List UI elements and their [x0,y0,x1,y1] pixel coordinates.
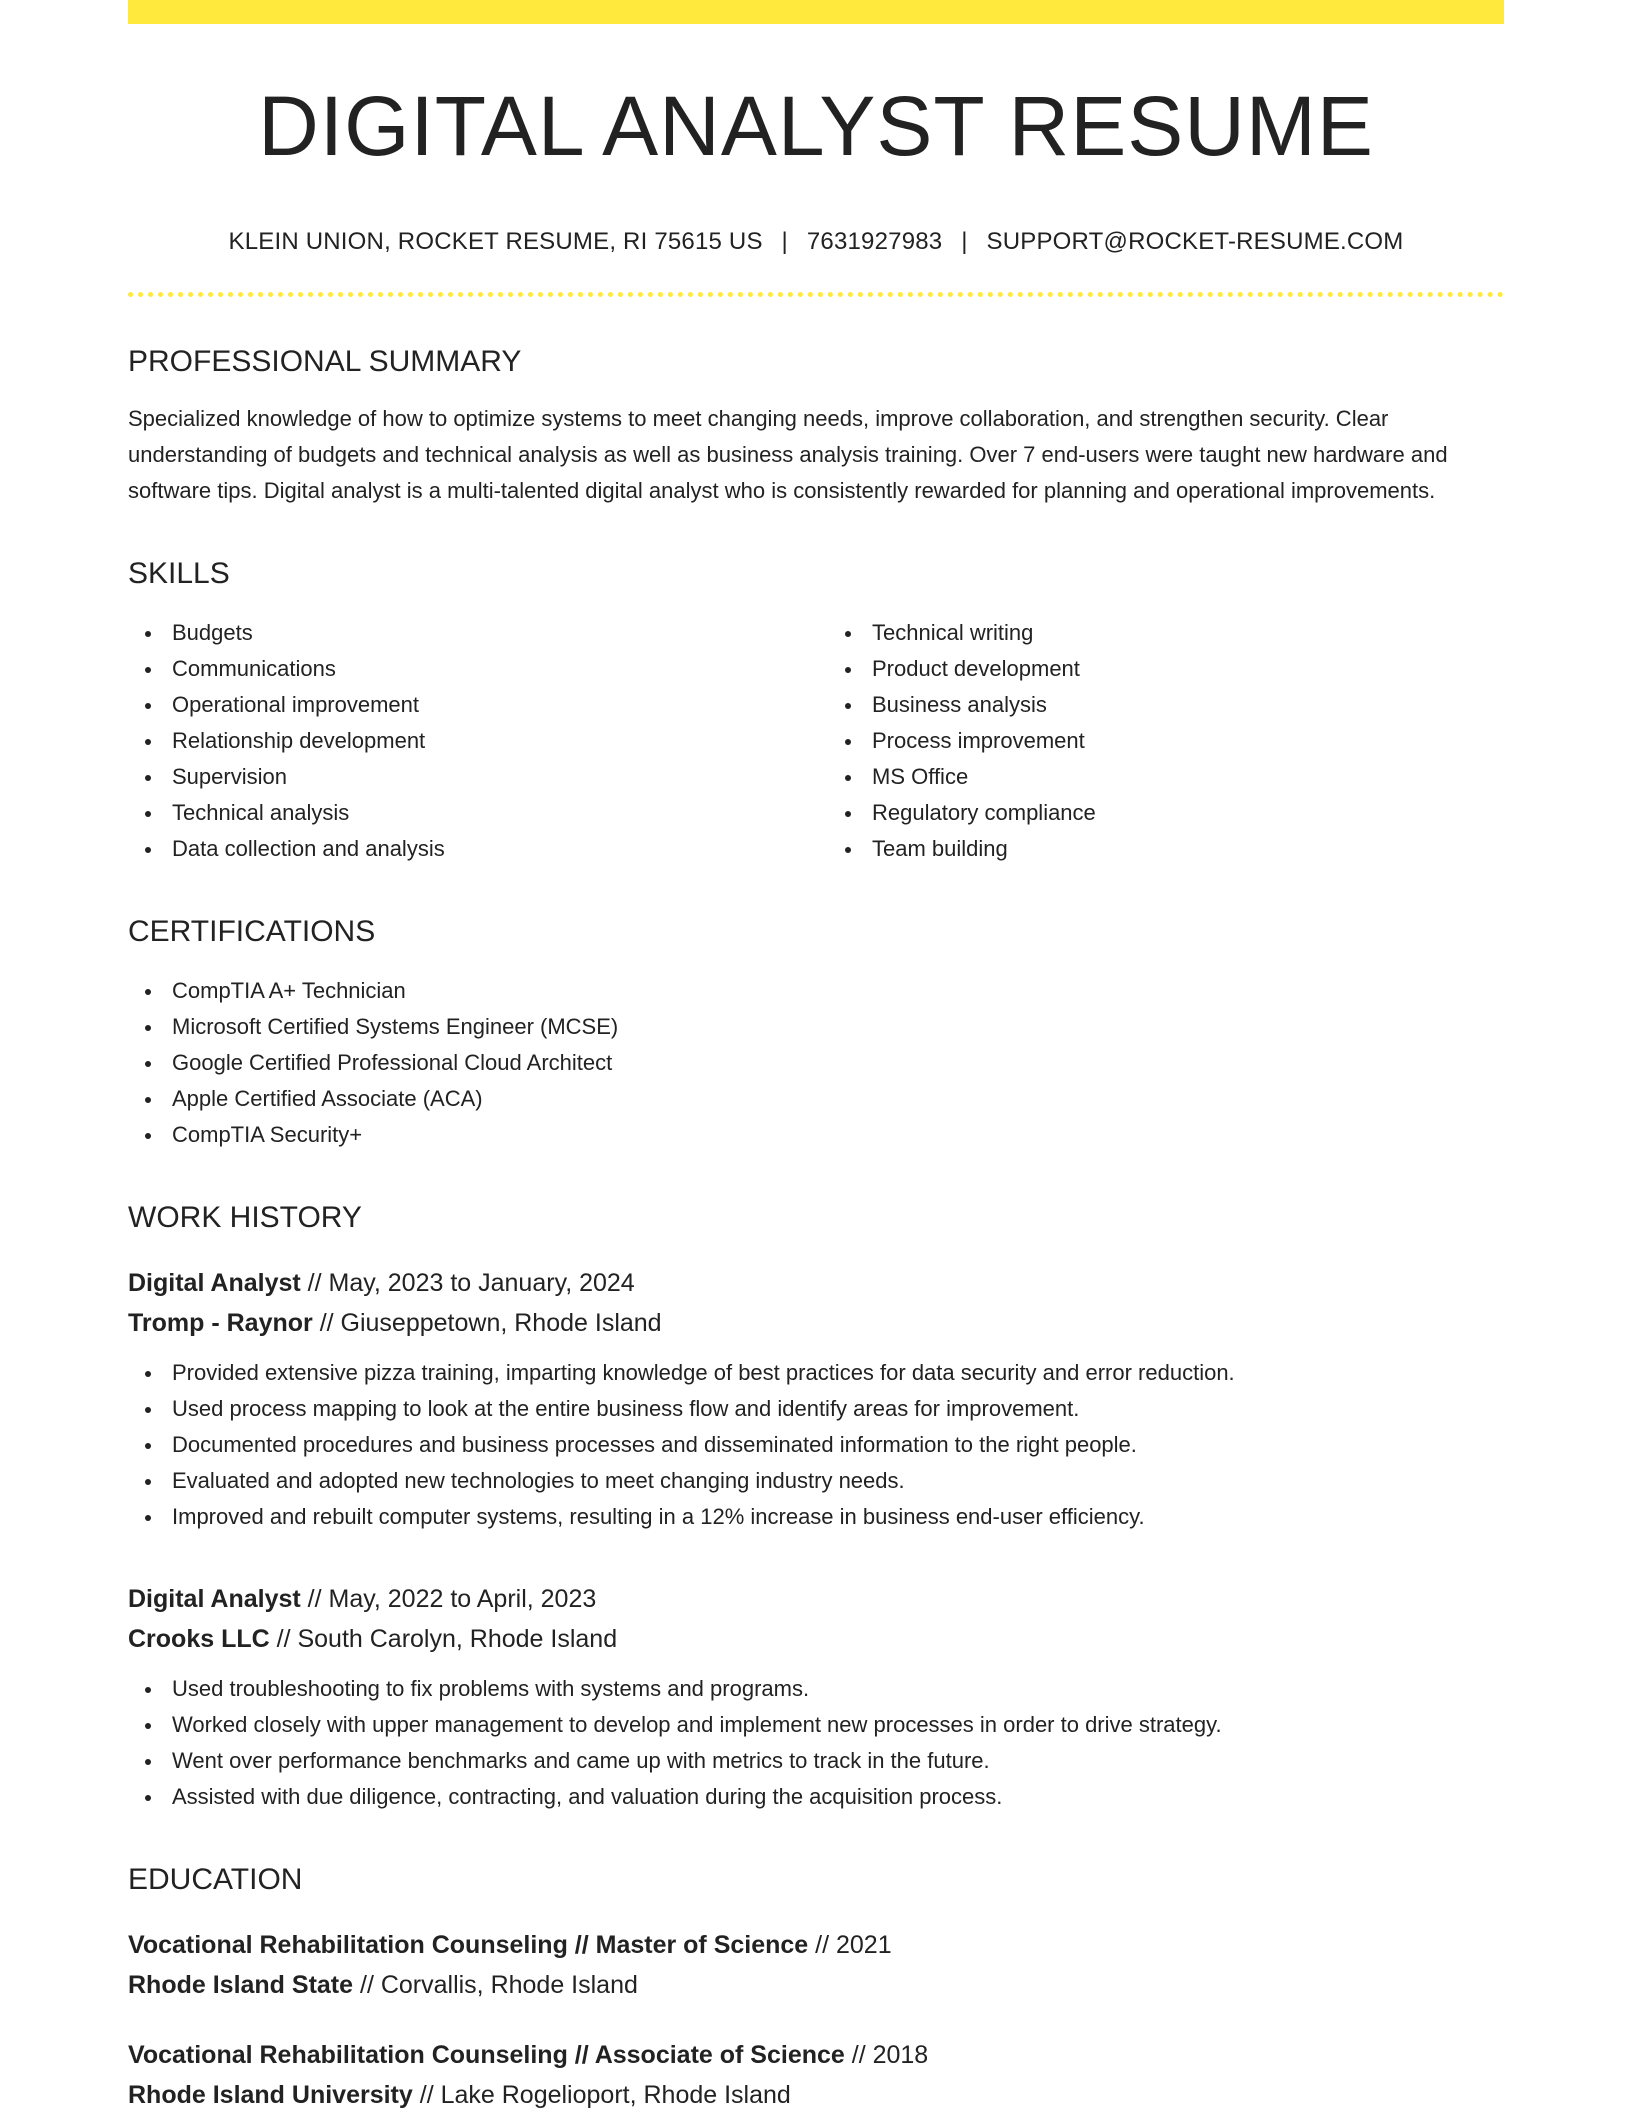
job-bullet: Assisted with due diligence, contracting, and valuation during the acquisition process. [128,1779,1504,1815]
education-year: // 2018 [844,2041,929,2069]
education-entry [128,1925,1504,2005]
certification-item: CompTIA Security+ [128,1117,1504,1153]
skill-item: Budgets [128,615,816,651]
education-degree-line [128,2035,1504,2075]
summary-text: Specialized knowledge of how to optimize systems to meet changing needs, improve collaboration, and strengthen security. Clear understanding of budgets and technical analysis as well as business analysis training. Over 7 end-users were taught new hardware and software tips. Digital analyst is a multi-talented digital analyst who is consistently rewarded for planning and operational improvements. [128,406,1448,503]
certification-item: Microsoft Certified Systems Engineer (MCSE) [128,1009,1504,1045]
skill-item: Communications [128,651,816,687]
job-company: Crooks LLC [128,1625,270,1653]
skills-grid [128,615,1504,867]
skill-item: Operational improvement [128,687,816,723]
accent-top-bar [128,0,1504,24]
skill-item: Team building [828,831,1504,867]
job-location: // Giuseppetown, Rhode Island [312,1309,662,1337]
contact-separator: | [961,228,968,255]
job-location: // South Carolyn, Rhode Island [269,1625,618,1653]
skill-item: Process improvement [828,723,1504,759]
education-degree: Vocational Rehabilitation Counseling // Associate of Science [128,2041,845,2069]
contact-phone: 7631927983 [806,228,943,255]
education-school-line [128,1965,1504,2005]
contact-separator: | [781,228,788,255]
skill-item: Relationship development [128,723,816,759]
skill-item: Business analysis [828,687,1504,723]
education-heading: EDUCATION [128,1863,303,1896]
skills-heading: SKILLS [128,557,230,590]
job-bullet: Used process mapping to look at the entire business flow and identify areas for improvement. [128,1391,1504,1427]
job-bullets [128,1355,1504,1535]
job-bullet: Documented procedures and business processes and disseminated information to the right people. [128,1427,1504,1463]
education-school: Rhode Island State [128,1971,354,1999]
job-company-line [128,1619,1504,1659]
dotted-divider [128,292,1504,297]
job-role: Digital Analyst [128,1585,301,1613]
skill-item: MS Office [828,759,1504,795]
job-role: Digital Analyst [128,1269,301,1297]
skill-item: Technical analysis [128,795,816,831]
contact-address: KLEIN UNION, ROCKET RESUME, RI 75615 US [228,228,763,255]
skill-item: Product development [828,651,1504,687]
job-bullet: Improved and rebuilt computer systems, resulting in a 12% increase in business end-user efficiency. [128,1499,1504,1535]
education-location: // Corvallis, Rhode Island [353,1971,638,1999]
skills-list-right [816,615,1504,867]
job-bullets [128,1671,1504,1815]
skill-item: Regulatory compliance [828,795,1504,831]
skills-list-left [128,615,816,867]
job-bullet: Used troubleshooting to fix problems with systems and programs. [128,1671,1504,1707]
certification-item: Apple Certified Associate (ACA) [128,1081,1504,1117]
education-school-line [128,2075,1504,2112]
job-company-line [128,1303,1504,1343]
certifications-heading: CERTIFICATIONS [128,915,376,948]
job-dates: // May, 2023 to January, 2024 [300,1269,635,1297]
summary-heading: PROFESSIONAL SUMMARY [128,345,522,378]
skill-item: Supervision [128,759,816,795]
resume-title: DIGITAL ANALYST RESUME [258,79,1374,173]
education-degree: Vocational Rehabilitation Counseling // Master of Science [128,1931,809,1959]
education-year: // 2021 [808,1931,892,1959]
job-bullet: Provided extensive pizza training, imparting knowledge of best practices for data security and error reduction. [128,1355,1504,1391]
job-bullet: Went over performance benchmarks and came up with metrics to track in the future. [128,1743,1504,1779]
skill-item: Technical writing [828,615,1504,651]
work-history-heading: WORK HISTORY [128,1201,362,1234]
education-degree-line [128,1925,1504,1965]
education-entry [128,2035,1504,2112]
contact-email: SUPPORT@ROCKET-RESUME.COM [986,228,1404,255]
education-school: Rhode Island University [128,2081,413,2109]
job-title-line [128,1579,1504,1619]
certification-item: CompTIA A+ Technician [128,973,1504,1009]
contact-line [128,228,1504,256]
job-entry [128,1579,1504,1815]
job-title-line [128,1263,1504,1303]
job-company: Tromp - Raynor [128,1309,313,1337]
education-location: // Lake Rogelioport, Rhode Island [412,2081,791,2109]
certifications-list [128,973,1504,1153]
certification-item: Google Certified Professional Cloud Architect [128,1045,1504,1081]
job-entry [128,1263,1504,1535]
job-bullet: Worked closely with upper management to develop and implement new processes in order to drive strategy. [128,1707,1504,1743]
skill-item: Data collection and analysis [128,831,816,867]
job-dates: // May, 2022 to April, 2023 [300,1585,597,1613]
job-bullet: Evaluated and adopted new technologies to meet changing industry needs. [128,1463,1504,1499]
